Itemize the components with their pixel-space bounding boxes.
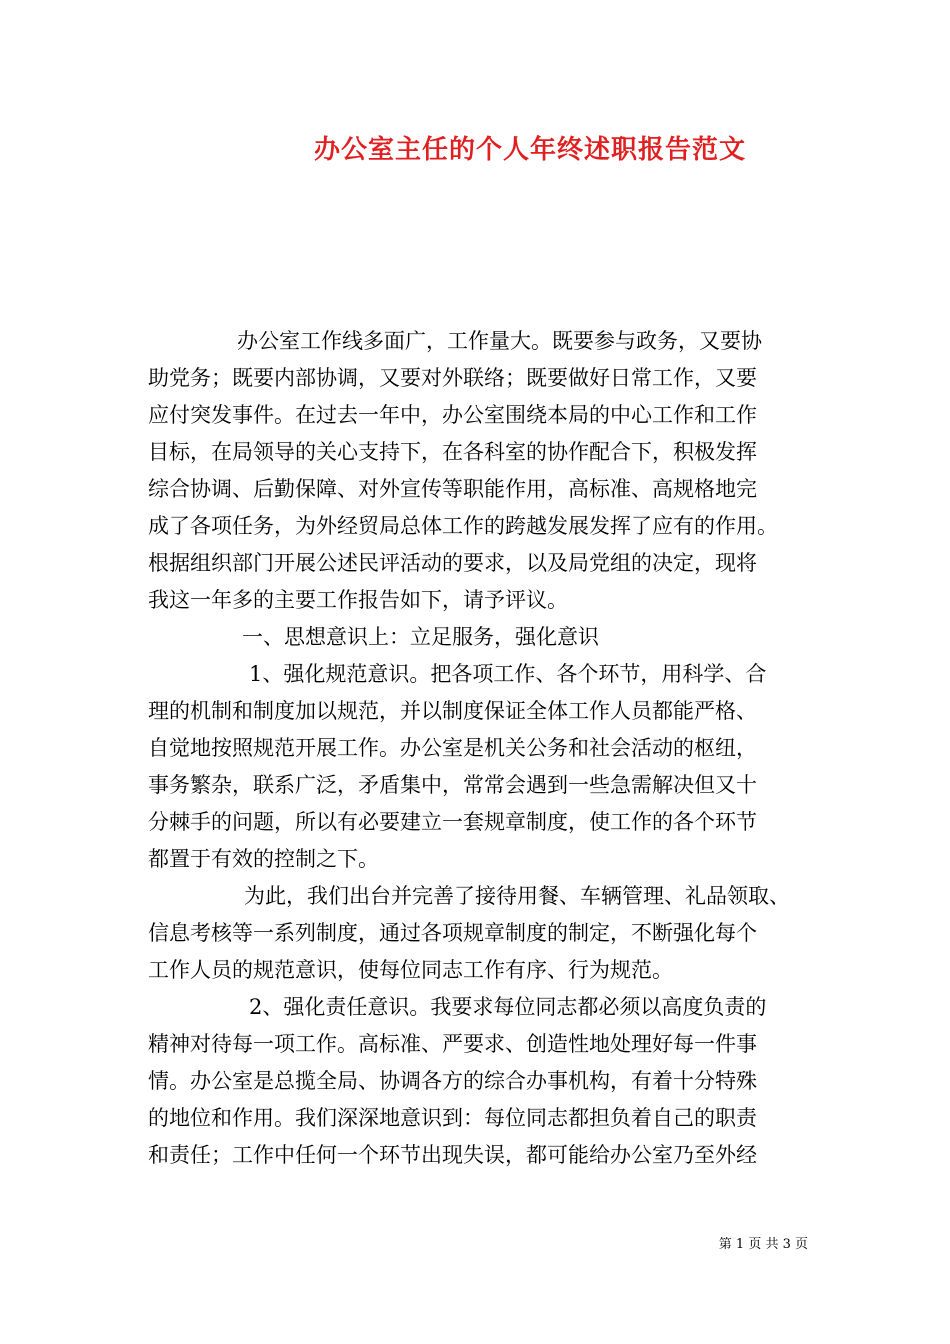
body-line: 办公室工作线多面广，工作量大。既要参与政务，又要协 [237,329,762,353]
body-line: 都置于有效的控制之下。 [148,847,379,871]
body-line: 情。办公室是总揽全局、协调各方的综合办事机构，有着十分特殊 [148,1069,757,1093]
body-line: 综合协调、后勤保障、对外宣传等职能作用，高标准、高规格地完 [148,477,757,501]
body-line: 助党务；既要内部协调，又要对外联络；既要做好日常工作，又要 [148,366,757,390]
body-line: 理的机制和制度加以规范，并以制度保证全体工作人员都能严格、 [148,699,757,723]
body-line: 和责任；工作中任何一个环节出现失误，都可能给办公室乃至外经 [148,1143,757,1167]
body-line: 根据组织部门开展公述民评活动的要求，以及局党组的决定，现将 [148,551,757,575]
body-line: 目标，在局领导的关心支持下，在各科室的协作配合下，积极发挥 [148,440,757,464]
body-line: 1、强化规范意识。把各项工作、各个环节，用科学、合 [249,662,767,686]
page-number: 第 1 页 共 3 页 [718,1237,808,1252]
body-line: 我这一年多的主要工作报告如下，请予评议。 [148,588,568,612]
body-line: 为此，我们出台并完善了接待用餐、车辆管理、礼品领取、 [244,884,790,908]
document-title: 办公室主任的个人年终述职报告范文 [313,135,746,165]
body-line: 信息考核等一系列制度，通过各项规章制度的制定，不断强化每个 [148,921,757,945]
body-line: 事务繁杂，联系广泛，矛盾集中，常常会遇到一些急需解决但又十 [148,773,757,797]
body-line: 成了各项任务，为外经贸局总体工作的跨越发展发挥了应有的作用。 [148,514,778,538]
body-line: 2、强化责任意识。我要求每位同志都必须以高度负责的 [249,995,767,1019]
body-line: 应付突发事件。在过去一年中，办公室围绕本局的中心工作和工作 [148,403,757,427]
body-line: 分棘手的问题，所以有必要建立一套规章制度，使工作的各个环节 [148,810,757,834]
body-line: 精神对待每一项工作。高标准、严要求、创造性地处理好每一件事 [148,1032,757,1056]
body-line: 的地位和作用。我们深深地意识到：每位同志都担负着自己的职责 [148,1106,757,1130]
section-heading: 一、思想意识上：立足服务，强化意识 [242,625,599,649]
body-line: 工作人员的规范意识，使每位同志工作有序、行为规范。 [148,958,673,982]
body-line: 自觉地按照规范开展工作。办公室是机关公务和社会活动的枢纽， [148,736,757,760]
